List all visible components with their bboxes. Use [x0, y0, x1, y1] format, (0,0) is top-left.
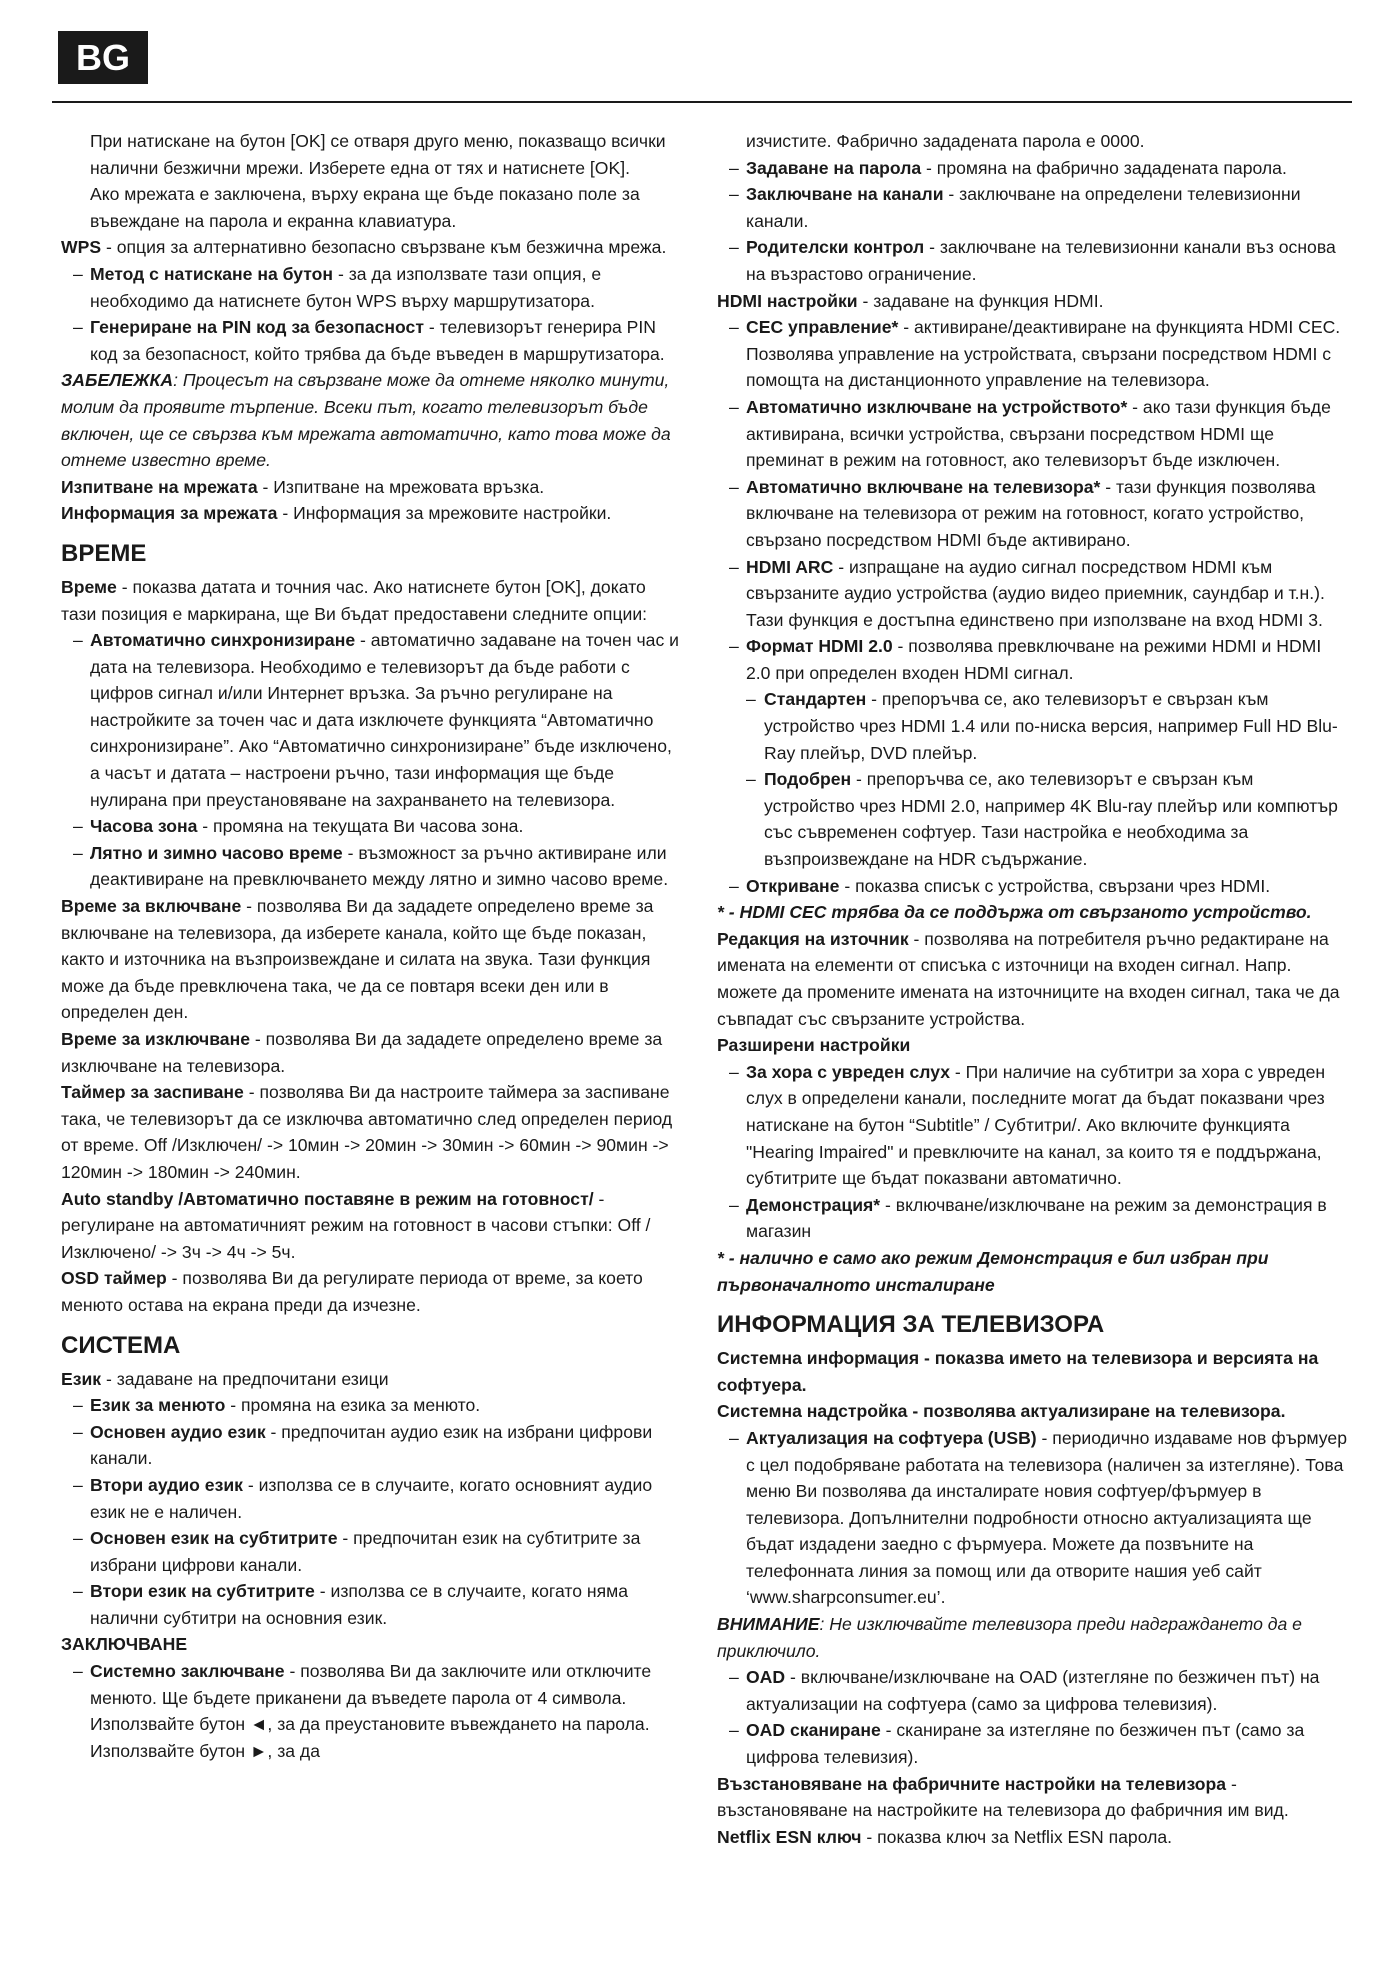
power-on-time: Време за включване - позволява Ви да зададете определено време за включване на телевизора, да изберете канала, който ще бъде показан, както и източника на възпроизвеждане и силата на звука. Тази функция може да бъде превключена така, че да се повтаря всеки ден или в определен ден. — [61, 896, 654, 1023]
time-item: Време - показва датата и точния час. Ако натиснете бутон [OK], докато тази позиция е маркирана, ще Ви бъдат предоставени следните опции: — [61, 576, 648, 624]
list-item: – Език за менюто - промяна на езика за менюто. — [61, 1392, 681, 1419]
language-badge: BG — [58, 31, 148, 84]
language-item: Език - задаване на предпочитани езици — [61, 1368, 389, 1389]
list-item: – Автоматично включване на телевизора* - тази функция позволява включване на телевизора от режим на готовност, когато устройство, свързано посредством HDMI бъде активирано. — [717, 474, 1347, 554]
demo-note: * - налично е само ако режим Демонстрация е бил избран при първоначалното инсталиране — [717, 1247, 1269, 1295]
power-off-time: Време за изключване - позволява Ви да зададете определено време за изключване на телевизора. — [61, 1029, 663, 1076]
list-item: – Генериране на PIN код за безопасност - телевизорът генерира PIN код за безопасност, който трябва да бъде въведен в маршрутизатора. — [61, 314, 681, 367]
factory-reset: Възстановяване на фабричните настройки на телевизора - възстановяване на настройките на телевизора до фабричния им вид. — [717, 1773, 1289, 1821]
advanced-heading: Разширени настройки — [717, 1035, 911, 1056]
netflix-esn: Netflix ESN ключ - показва ключ за Netflix ESN парола. — [717, 1826, 1173, 1847]
system-update: Системна надстройка - позволява актуализиране на телевизора. — [717, 1401, 1286, 1422]
paragraph: При натискане на бутон [OK] се отваря друго меню, показващо всички налични безжични мрежи. Изберете една от тях и натиснете [OK]. — [90, 131, 666, 178]
list-item: – Основен аудио език - предпочитан аудио език на избрани цифрови канали. — [61, 1419, 681, 1472]
note: ЗАБЕЛЕЖКА: Процесът на свързване може да отнеме няколко минути, молим да проявите търпение. Всеки път, когато телевизорът бъде включен, ще се свързва към мрежата автоматично, като това може да отнеме известно време. — [61, 370, 671, 471]
sub-list-item: – Подобрен - препоръчва се, ако телевизорът е свързан към устройство чрез HDMI 2.0, например 4K Blu-ray плейър или компютър със съвременен софтуер. Тази настройка е необходима за възпроизвеждане на HDR съдържание. — [717, 766, 1347, 872]
system-info: Системна информация - показва името на телевизора и версията на софтуера. — [717, 1348, 1319, 1395]
list-item: – Демонстрация* - включване/изключване на режим за демонстрация в магазин — [717, 1192, 1347, 1245]
sleep-timer: Таймер за заспиване - позволява Ви да настроите таймера за заспиване така, че телевизорът да се изключва автоматично след определен период от време. Off /Изключен/ -> 10мин -> 20мин -> 30мин -> 60мин -> 90мин -> 120мин -> 180мин -> 240мин. — [61, 1082, 673, 1182]
list-item: – Часова зона - промяна на текущата Ви часова зона. — [61, 813, 681, 840]
list-item: – Автоматично синхронизиране - автоматично задаване на точен час и дата на телевизора. Необходимо е телевизорът да бъде работи с цифров сигнал и/или Интернет връзка. За ръчно регулиране на настройките за точен час и дата изключете функцията “Автоматично синхронизиране”. Ако “Автоматично синхронизиране” бъде изключено, а часът и датата – настроени ръчно, тази информация ще бъде нулирана при преустановяване на захранването на телевизора. — [61, 627, 681, 813]
list-item: – Актуализация на софтуера (USB) - периодично издаваме нов фърмуер с цел подобряване работата на телевизора (наличен за изтегляне). Това меню Ви позволява да инсталирате новия софтуер/фърмуер в телевизора. Допълнителни подробности относно актуализацията ще бъдат издадени заедно с фърмуера. Можете да позвъните на телефонната линия за помощ или да отворите нашия уеб сайт ‘www.sharpconsumer.eu’. — [717, 1425, 1347, 1611]
wps-item: WPS - опция за алтернативно безопасно свързване към безжична мрежа. — [61, 237, 667, 258]
section-heading-time: ВРЕМЕ — [61, 539, 147, 567]
left-column — [61, 128, 681, 1764]
network-info: Информация за мрежата - Информация за мрежовите настройки. — [61, 503, 612, 524]
auto-standby: Auto standby /Автоматично поставяне в режим на готовност/ - регулиране на автоматичният режим на готовност в часови стъпки: Off /Изключено/ -> 3ч -> 4ч -> 5ч. — [61, 1188, 651, 1262]
list-item: – Втори аудио език - използва се в случаите, когато основният аудио език не е наличен. — [61, 1472, 681, 1525]
list-item: – OAD - включване/изключване на OAD (изтегляне по безжичен път) на актуализации на софтуера (само за цифрова телевизия). — [717, 1664, 1347, 1717]
paragraph: Ако мрежата е заключена, върху екрана ще бъде показано поле за въвеждане на парола и екранна клавиатура. — [90, 184, 640, 231]
list-item: – Системно заключване - позволява Ви да заключите или отключите менюто. Ще бъдете приканени да въведете парола от 4 символа. Използвайте бутон ◄, за да преустановите въвеждането на парола. Използвайте бутон ►, за да — [61, 1658, 681, 1764]
list-item: – CEC управление* - активиране/деактивиране на функцията HDMI CEC. Позволява управление на устройствата, свързани посредством HDMI с помощта на дистанционното управление на телевизора. — [717, 314, 1347, 394]
source-edit: Редакция на източник - позволява на потребителя ръчно редактиране на имената на елементи от списъка с източници на входен сигнал. Напр. можете да промените имената на източниците на входен сигнал, така че да съвпадат със свързаните устройства. — [717, 928, 1340, 1029]
list-item: – За хора с увреден слух - При наличие на субтитри за хора с увреден слух в определени канали, последните могат да бъдат показвани чрез натискане на бутон “Subtitle” / Субтитри/. Ако включите функцията "Hearing Impaired" и превключите на канал, за които тя е поддържана, субтитрите ще бъдат показвани автоматично. — [717, 1059, 1347, 1192]
header-rule — [52, 101, 1352, 103]
continued-text: изчистите. Фабрично зададената парола е 0000. — [746, 131, 1145, 151]
section-heading-system: СИСТЕМА — [61, 1331, 181, 1359]
right-column — [717, 128, 1347, 1850]
hdmi-settings: HDMI настройки - задаване на функция HDMI. — [717, 290, 1104, 311]
list-item: – Лятно и зимно часово време - възможност за ръчно активиране или деактивиране на превключването между лятно и зимно часово време. — [61, 840, 681, 893]
section-heading-tv-info: ИНФОРМАЦИЯ ЗА ТЕЛЕВИЗОРА — [717, 1311, 1105, 1339]
list-item: – HDMI ARC - изпращане на аудио сигнал посредством HDMI към свързаните аудио устройства (аудио видео приемник, саундбар и т.н.). Тази функция е достъпна единствено при използване на вход HDMI 3. — [717, 554, 1347, 634]
list-item: – Автоматично изключване на устройството* - ако тази функция бъде активирана, всички устройства, свързани посредством HDMI ще преминат в режим на готовност, ако телевизорът бъде изключен. — [717, 394, 1347, 474]
cec-note: * - HDMI CEC трябва да се поддържа от свързаното устройство. — [717, 902, 1312, 923]
list-item: – Задаване на парола - промяна на фабрично зададената парола. — [717, 155, 1347, 182]
sub-list-item: – Стандартен - препоръчва се, ако телевизорът е свързан към устройство чрез HDMI 1.4 или по-ниска версия, например Full HD Blu-Ray плейър, DVD плейър. — [717, 686, 1347, 766]
warning-note: ВНИМАНИЕ: Не изключвайте телевизора преди надграждането да е приключило. — [717, 1614, 1302, 1661]
list-item: – Родителски контрол - заключване на телевизионни канали въз основа на възрастово ограничение. — [717, 234, 1347, 287]
lock-heading: ЗАКЛЮЧВАНЕ — [61, 1634, 188, 1655]
list-item: – Основен език на субтитрите - предпочитан език на субтитрите за избрани цифрови канали. — [61, 1525, 681, 1578]
list-item: – Откриване - показва списък с устройства, свързани чрез HDMI. — [717, 873, 1347, 900]
list-item: – Метод с натискане на бутон - за да използвате тази опция, е необходимо да натиснете бутон WPS върху маршрутизатора. — [61, 261, 681, 314]
list-item: – Втори език на субтитрите - използва се в случаите, когато няма налични субтитри на основния език. — [61, 1578, 681, 1631]
list-item: – Формат HDMI 2.0 - позволява превключване на режими HDMI и HDMI 2.0 при определен входен HDMI сигнал. — [717, 633, 1347, 686]
network-test: Изпитване на мрежата - Изпитване на мрежовата връзка. — [61, 476, 545, 497]
osd-timer: OSD таймер - позволява Ви да регулирате периода от време, за което менюто остава на екрана преди да изчезне. — [61, 1268, 643, 1315]
list-item: – Заключване на канали - заключване на определени телевизионни канали. — [717, 181, 1347, 234]
list-item: – OAD сканиране - сканиране за изтегляне по безжичен път (само за цифрова телевизия). — [717, 1717, 1347, 1770]
